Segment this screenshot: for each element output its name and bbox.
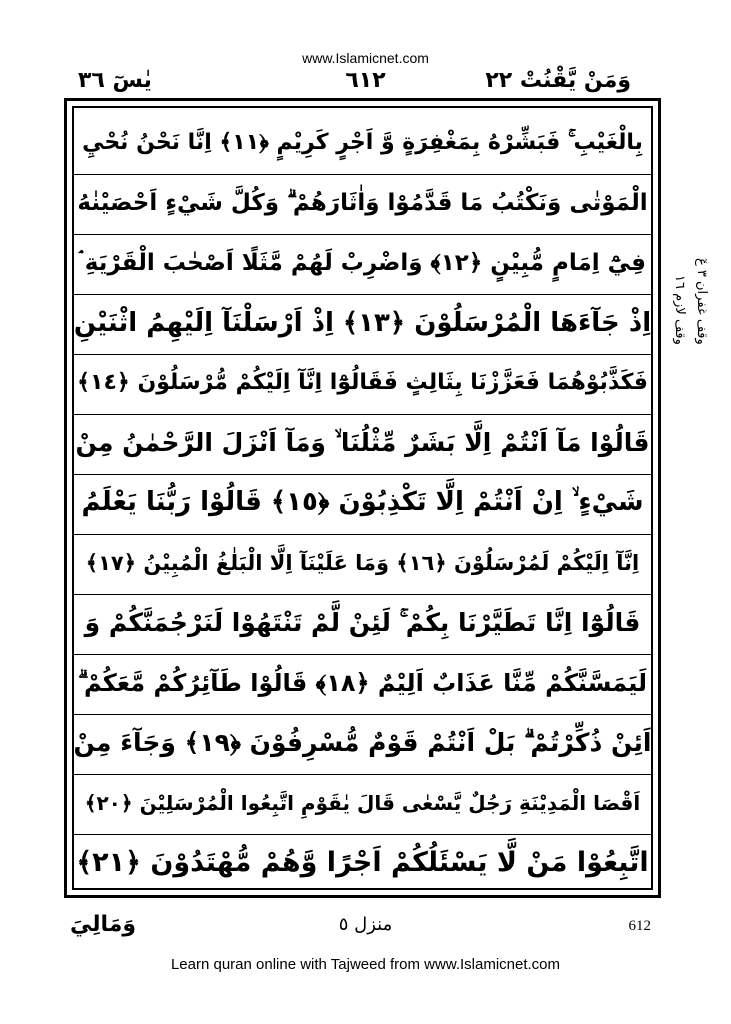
- verse-line: اَقْصَا الْمَدِيْنَةِ رَجُلٌ يَّسْعٰى قَالَ يٰقَوْمِ اتَّبِعُوا الْمُرْسَلِيْنَ ﴿٢٠﴾: [84, 790, 641, 815]
- next-juz-catchword: وَمَالِيَ: [70, 912, 137, 937]
- verse-line: اِنَّآ اِلَيْكُمْ لَمُرْسَلُوْنَ ﴿١٦﴾ وَمَا عَلَيْنَآ اِلَّا الْبَلٰغُ الْمُبِيْنُ ﴿١٧﴾: [85, 550, 640, 575]
- verse-line: اَئِنْ ذُكِّرْتُمْ ۗ بَلْ اَنْتُمْ قَوْمٌ مُّسْرِفُوْنَ ﴿١٩﴾ وَجَآءَ مِنْ: [74, 727, 651, 757]
- verse-line: بِالْغَيْبِ ۚ فَبَشِّرْهُ بِمَغْفِرَةٍ وَّ اَجْرٍ كَرِيْمٍ ﴿١١﴾ اِنَّا نَحْنُ نُحْيِ: [82, 130, 643, 155]
- verse-area: [72, 106, 653, 890]
- verse-line: قَالُوْا مَآ اَنْتُمْ اِلَّا بَشَرٌ مِّثْلُنَا ۙ وَمَآ اَنْزَلَ الرَّحْمٰنُ مِنْ: [75, 427, 650, 457]
- verse-line: اتَّبِعُوْا مَنْ لَّا يَسْئَلُكُمْ اَجْرًا وَّهُمْ مُّهْتَدُوْنَ ﴿٢١﴾: [76, 847, 649, 878]
- page-frame: [64, 98, 661, 898]
- verse-line: فِيْٓ اِمَامٍ مُّبِيْنٍ ﴿١٢﴾ وَاضْرِبْ لَهُمْ مَّثَلًا اَصْحٰبَ الْقَرْيَةِ ۘ: [79, 249, 646, 276]
- site-url: www.Islamicnet.com: [302, 50, 429, 66]
- juz-name: وَمَنْ يَّقْنُتْ ٢٢: [485, 68, 631, 93]
- verse-line: فَكَذَّبُوْهُمَا فَعَزَّزْنَا بِثَالِثٍ فَقَالُوْٓا اِنَّآ اِلَيْكُمْ مُّرْسَلُوْنَ ﴿١٤﴾: [77, 370, 648, 395]
- page-number-arabic: ٦١٢: [345, 68, 386, 93]
- manzil-label: منزل ٥: [338, 914, 393, 935]
- surah-name: يٰسٓ ٣٦: [78, 68, 152, 93]
- verse-line: لَيَمَسَّنَّكُمْ مِّنَّا عَذَابٌ اَلِيْمٌ ﴿١٨﴾ قَالُوْا طَآئِرُكُمْ مَّعَكُمْ ۗ: [77, 668, 648, 697]
- margin-note: [666, 175, 712, 345]
- verse-line: قَالُوْٓا اِنَّا تَطَيَّرْنَا بِكُمْ ۚ لَئِنْ لَّمْ تَنْتَهُوْا لَنَرْجُمَنَّكُمْ وَ: [84, 607, 641, 637]
- learn-link-text: Learn quran online with Tajweed from www.Islamicnet.com: [170, 956, 561, 973]
- page-number: 612: [628, 918, 651, 934]
- verse-line: الْمَوْتٰى وَنَكْتُبُ مَا قَدَّمُوْا وَاٰثَارَهُمْ ۗ وَكُلَّ شَيْءٍ اَحْصَيْنٰهُ: [77, 189, 648, 216]
- margin-note-line: وقف غفران ٣ عٓ: [694, 258, 709, 345]
- verse-line: اِذْ جَآءَهَا الْمُرْسَلُوْنَ ﴿١٣﴾ اِذْ اَرْسَلْنَآ اِلَيْهِمُ اثْنَيْنِ: [74, 307, 651, 338]
- verse-line: شَيْءٍ ۙ اِنْ اَنْتُمْ اِلَّا تَكْذِبُوْنَ ﴿١٥﴾ قَالُوْا رَبُّنَا يَعْلَمُ: [81, 487, 644, 517]
- margin-note-line: وقف لازم ١٦: [672, 275, 687, 345]
